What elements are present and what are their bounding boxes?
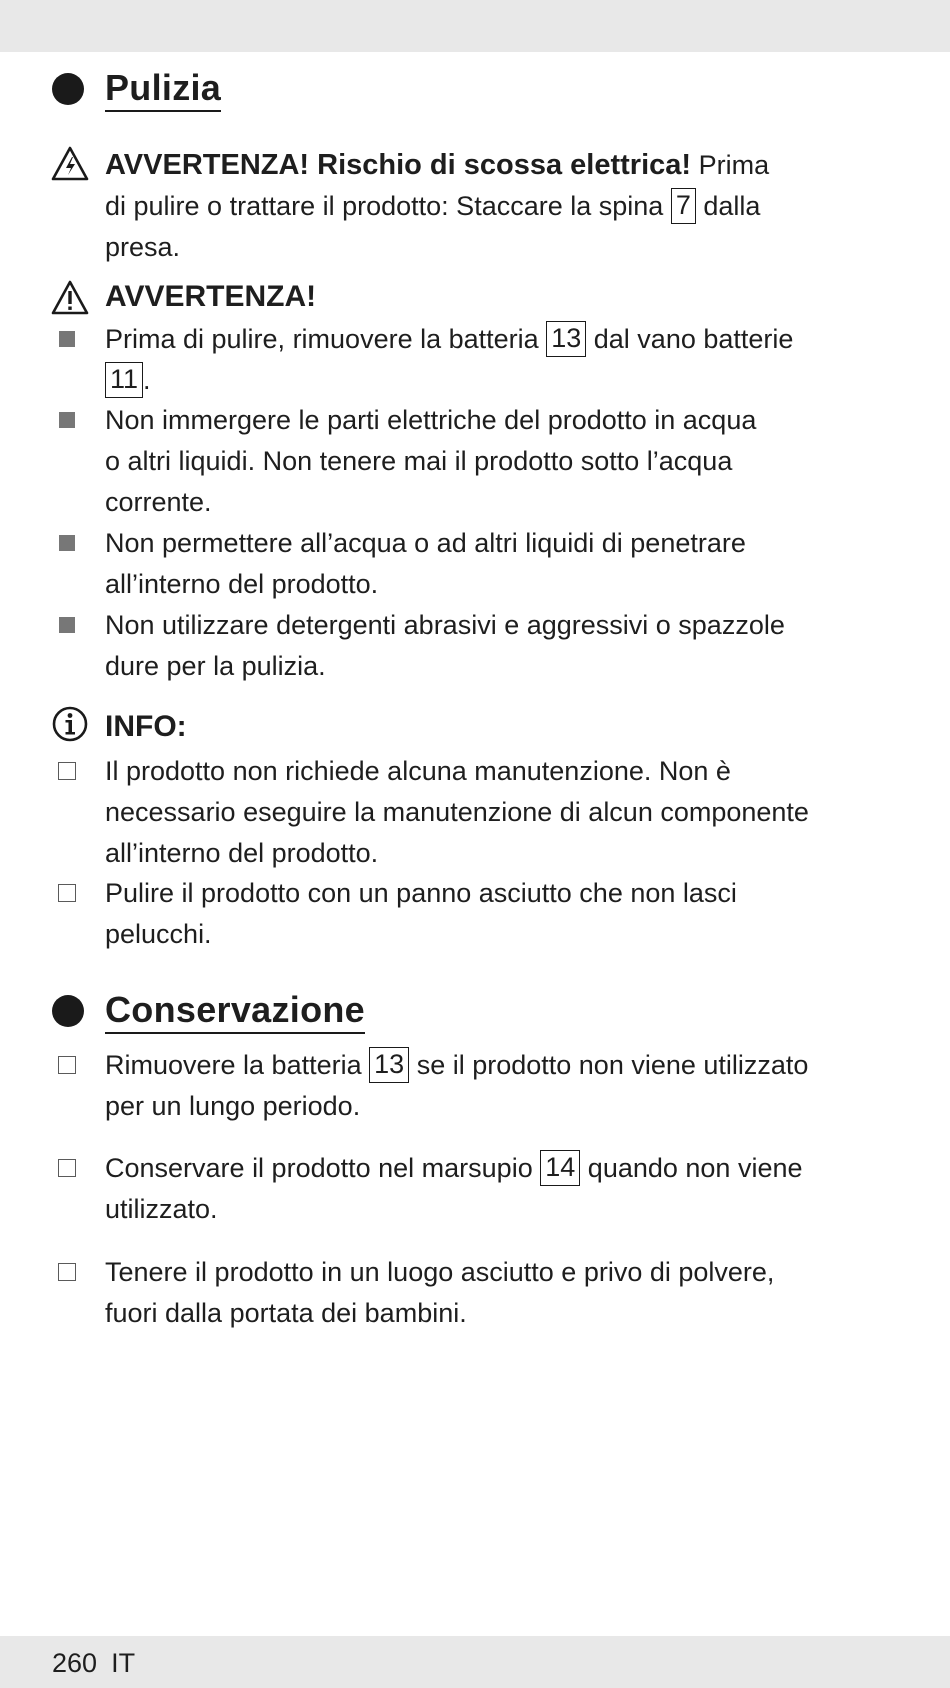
list-item [105,1148,865,1230]
footer-band [0,1636,950,1688]
part-reference: 7 [671,188,696,224]
checkbox-bullet-icon [58,1263,76,1281]
list-item-text: pelucchi. [105,919,212,949]
part-reference: 13 [369,1047,409,1083]
electric-warning-text [105,145,865,268]
section-heading-cleaning [52,64,222,114]
list-item-text: Pulire il prodotto con un panno asciutto che non lasci [105,878,737,908]
part-reference: 13 [546,321,586,357]
checkbox-bullet-icon [58,1159,76,1177]
language-code: IT [111,1648,136,1678]
electric-warning-icon [50,144,90,184]
list-item [105,751,865,874]
list-item-text: Conservare il prodotto nel marsupio [105,1153,533,1183]
warning-title: AVVERTENZA! [105,280,317,313]
list-item-text: Non permettere all’acqua o ad altri liquidi di penetrare [105,528,746,558]
page-number: 260 [52,1648,98,1678]
square-bullet-icon [59,617,75,633]
checkbox-bullet-icon [58,1056,76,1074]
section-title: Pulizia [105,66,221,112]
list-item-text: utilizzato. [105,1194,218,1224]
warning-bold-text: AVVERTENZA! Rischio di scossa elettrica! [105,149,692,181]
list-item-text: necessario eseguire la manutenzione di alcun componente [105,797,809,827]
warning-text: Prima [698,150,770,180]
list-item [105,1252,865,1334]
warning-icon [50,278,90,318]
list-item [105,319,865,401]
list-item-text: dal vano batterie [593,324,794,354]
list-item-text: o altri liquidi. Non tenere mai il prodotto sotto l’acqua [105,446,733,476]
list-item-text: Rimuovere la batteria [105,1050,362,1080]
list-item [105,1045,865,1127]
list-item-text: Non immergere le parti elettriche del prodotto in acqua [105,405,757,435]
list-item-text: fuori dalla portata dei bambini. [105,1298,467,1328]
square-bullet-icon [59,535,75,551]
part-reference: 11 [105,362,143,398]
part-reference: 14 [540,1150,580,1186]
list-item-text: Tenere il prodotto in un luogo asciutto e privo di polvere, [105,1257,775,1287]
header-band [0,0,950,52]
list-item-text: se il prodotto non viene utilizzato [416,1050,809,1080]
list-item [105,605,865,687]
page-footer [52,1646,135,1680]
info-title: INFO: [105,710,187,743]
square-bullet-icon [59,412,75,428]
section-title: Conservazione [105,988,365,1034]
warning-text: di pulire o trattare il prodotto: Staccare la spina [105,191,664,221]
list-item-text: all’interno del prodotto. [105,569,379,599]
list-item [105,400,865,523]
list-item-text: all’interno del prodotto. [105,838,379,868]
list-item [105,523,865,605]
checkbox-bullet-icon [58,884,76,902]
list-item-text: dure per la pulizia. [105,651,326,681]
section-heading-storage [52,986,365,1036]
list-item-text: . [143,365,151,395]
bullet-dot-icon [52,995,84,1027]
list-item-text: Il prodotto non richiede alcuna manutenzione. Non è [105,756,731,786]
warning-text: dalla [703,191,761,221]
list-item-text: quando non viene [587,1153,803,1183]
list-item [105,873,865,955]
info-icon [50,704,90,744]
square-bullet-icon [59,331,75,347]
checkbox-bullet-icon [58,762,76,780]
list-item-text: per un lungo periodo. [105,1091,361,1121]
list-item-text: Non utilizzare detergenti abrasivi e aggressivi o spazzole [105,610,785,640]
list-item-text: Prima di pulire, rimuovere la batteria [105,324,539,354]
list-item-text: corrente. [105,487,212,517]
bullet-dot-icon [52,73,84,105]
warning-text: presa. [105,232,181,262]
